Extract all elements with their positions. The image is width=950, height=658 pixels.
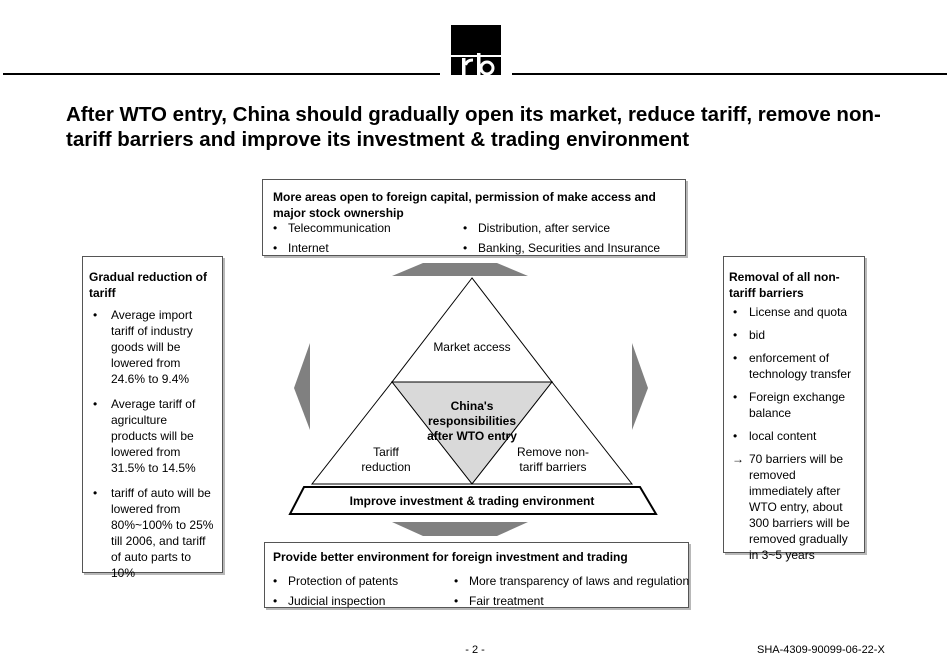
bullet: • [93, 486, 98, 500]
market-access-triangle [392, 278, 552, 382]
remove-barriers-label: Remove non-tariff barriers [516, 445, 590, 474]
left-box [82, 256, 223, 580]
top-item: Internet [288, 241, 329, 255]
top-box [262, 179, 686, 256]
bullet: • [733, 390, 738, 404]
right-item [729, 389, 858, 421]
left-item [89, 485, 216, 581]
left-box-heading: Gradual reduction of tariff [89, 270, 208, 300]
bullet: • [273, 574, 278, 588]
bullet: • [273, 221, 278, 235]
left-arrow-shape [294, 343, 310, 430]
bullet: • [733, 351, 738, 365]
tariff-reduction-label: Tariff reduction [361, 445, 411, 474]
bullet: • [93, 397, 98, 411]
page-number: - 2 - [465, 644, 485, 656]
right-item [729, 327, 858, 343]
right-arrow-shape [632, 343, 648, 430]
bullet: • [454, 594, 459, 608]
top-item: Banking, Securities and Insurance [478, 241, 661, 255]
down-arrow-shape [392, 522, 528, 536]
right-box-heading: Removal of all non-tariff barriers [729, 270, 840, 300]
up-arrow-shape [392, 263, 528, 276]
right-item [729, 428, 858, 444]
right-note-text: 70 barriers will be removed immediately after WTO entry, about 300 barriers will be removed gradually in 3~5 years [749, 452, 850, 562]
bottom-item: Fair treatment [469, 594, 544, 608]
bullet: • [273, 594, 278, 608]
bullet: • [733, 429, 738, 443]
bullet: • [733, 328, 738, 342]
left-item-text: Average tariff of agriculture products will be lowered from 31.5% to 14.5% [111, 397, 196, 475]
bullet: • [93, 308, 98, 322]
top-box-heading: More areas open to foreign capital, permission of make access and major stock ownership [273, 190, 656, 220]
right-item-text: Foreign exchange balance [749, 390, 846, 420]
bullet: • [454, 574, 459, 588]
right-item [729, 350, 858, 382]
bottom-item: Protection of patents [288, 574, 399, 588]
left-item [89, 307, 216, 387]
right-note [729, 451, 858, 563]
bullet: • [463, 221, 468, 235]
left-item [89, 396, 216, 476]
page-title: After WTO entry, China should gradually open its market, reduce tariff, remove non-tariff barriers and improve its investment & trading environment [66, 103, 881, 151]
left-item-text: Average import tariff of industry goods will be lowered from 24.6% to 9.4% [111, 308, 193, 386]
bullet: • [273, 241, 278, 255]
top-item: Distribution, after service [478, 221, 611, 235]
bottom-box-heading: Provide better environment for foreign investment and trading [273, 550, 628, 564]
right-item [729, 304, 858, 320]
right-item-text: enforcement of technology transfer [749, 351, 852, 381]
bottom-box [264, 542, 689, 608]
arrow-bullet: → [732, 452, 744, 466]
left-item-text: tariff of auto will be lowered from 80%~100% to 25% till 2006, and tariff of auto parts to 10% [111, 486, 214, 580]
bottom-item: Judicial inspection [288, 594, 386, 608]
right-box [723, 256, 865, 562]
improve-env-label: Improve investment & trading environment [349, 494, 595, 508]
bullet: • [463, 241, 468, 255]
market-access-label: Market access [433, 340, 511, 354]
right-item-text: License and quota [749, 305, 848, 319]
bottom-item: More transparency of laws and regulation [469, 574, 690, 588]
responsibilities-label: China's responsibilities after WTO entry [427, 399, 517, 443]
right-item-text: local content [749, 429, 817, 443]
top-item: Telecommunication [288, 221, 391, 235]
bullet: • [733, 305, 738, 319]
right-item-text: bid [749, 328, 766, 342]
document-id: SHA-4309-90099-06-22-X [757, 644, 885, 656]
